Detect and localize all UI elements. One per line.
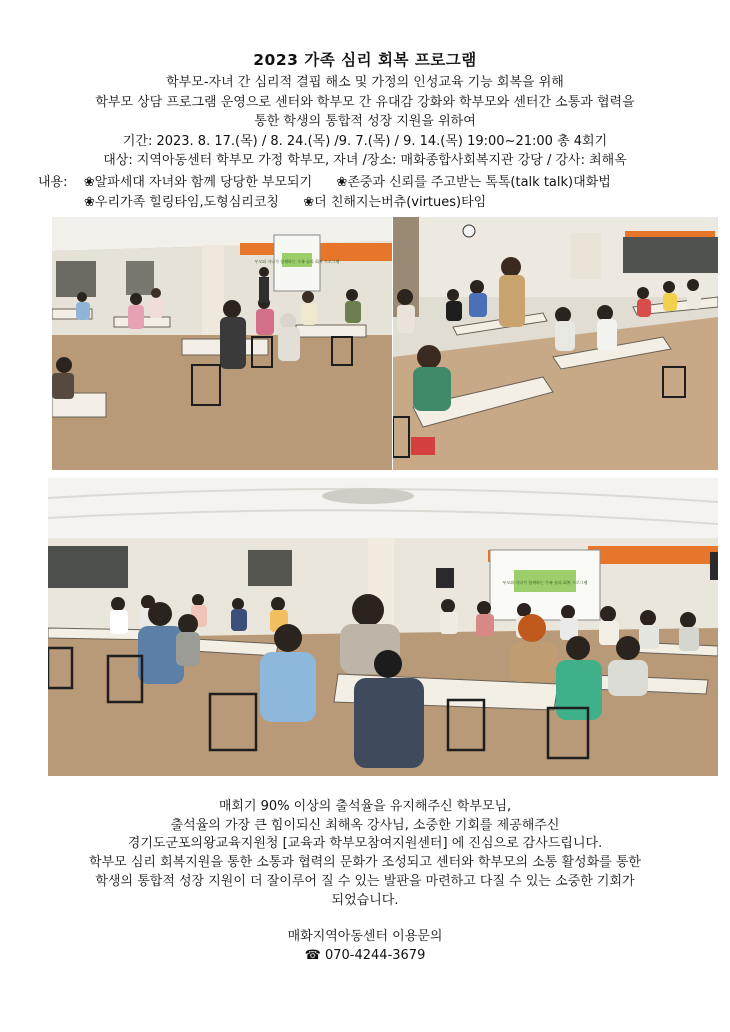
contact-phone-row	[0, 946, 730, 965]
content-item-3: ❀우리가족 힐링타임,도형심리코칭	[84, 194, 279, 210]
content-row-2	[38, 193, 611, 213]
closing-line-5: 학생의 통합적 성장 지원이 더 잘이루어 질 수 있는 발판을 마련하고 다질 수 있는 소중한 기회가	[95, 873, 635, 889]
closing-line-2: 출석율의 가장 큰 힘이되신 최해옥 강사님, 소중한 기회를 제공해주신	[170, 817, 560, 833]
closing-line-1: 매회기 90% 이상의 출석율을 유지해주신 학부모님,	[218, 799, 512, 814]
period-line: 기간: 2023. 8. 17.(목) / 8. 24.(목) /9. 7.(목) / 9. 14.(목) 19:00~21:00 총 4회기	[122, 133, 608, 149]
purpose-line-1: 학부모-자녀 간 심리적 결핍 해소 및 가정의 인성교육 기능 회복을 위해	[166, 75, 564, 90]
purpose-line-2: 학부모 상담 프로그램 운영으로 센터와 학부모 간 유대감 강화와 학부모와 센터간 소통과 협력을	[95, 94, 635, 110]
slide-text-3: 부모와 자녀가 함께하는 가족 심리 회복 프로그램	[502, 580, 588, 585]
photo-classroom-right-scene	[393, 217, 718, 470]
photo-auditorium	[48, 478, 718, 776]
phone-icon: ☎	[304, 948, 321, 963]
purpose-line-3: 통한 학생의 통합적 성장 지원을 위하여	[254, 114, 476, 129]
contact-org: 매화지역아동센터 이용문의	[287, 929, 443, 944]
content-item-4: ❀더 친해지는버츄(virtues)타임	[303, 194, 487, 210]
content-item-2: ❀존중과 신뢰를 주고받는 톡톡(talk talk)대화법	[336, 175, 611, 190]
photo-classroom-left-scene	[52, 217, 392, 470]
page-title: 2023 가족 심리 회복 프로그램	[253, 51, 477, 69]
target-line: 대상: 지역아동센터 학부모 가정 학부모, 자녀 /장소: 매화종합사회복지관 강당 / 강사: 최해옥	[103, 153, 627, 168]
photo-auditorium-scene	[48, 478, 718, 776]
closing-message	[0, 798, 730, 910]
content-label: 내용:	[38, 175, 68, 190]
photo-classroom-left	[52, 217, 392, 470]
slide-text-1: 부모와 자녀가 함께하는 가족 심리 회복 프로그램	[254, 259, 340, 264]
header	[0, 48, 730, 171]
content-item-1: ❀알파세대 자녀와 함께 당당한 부모되기	[83, 175, 313, 190]
contact-phone[interactable]: 070-4244-3679	[324, 948, 426, 963]
closing-line-3: 경기도군포의왕교육지원청 [교육과 학부모참여지원센터] 에 진심으로 감사드립니다.	[127, 836, 603, 852]
closing-line-4: 학부모 심리 회복지원을 통한 소통과 협력의 문화가 조성되고 센터와 학부모의 소통 활성화를 통한	[89, 855, 641, 871]
closing-line-6: 되었습니다.	[331, 892, 399, 908]
content-list	[38, 173, 611, 212]
contact-info	[0, 927, 730, 965]
photo-classroom-right	[393, 217, 718, 470]
content-row-1	[38, 173, 611, 193]
